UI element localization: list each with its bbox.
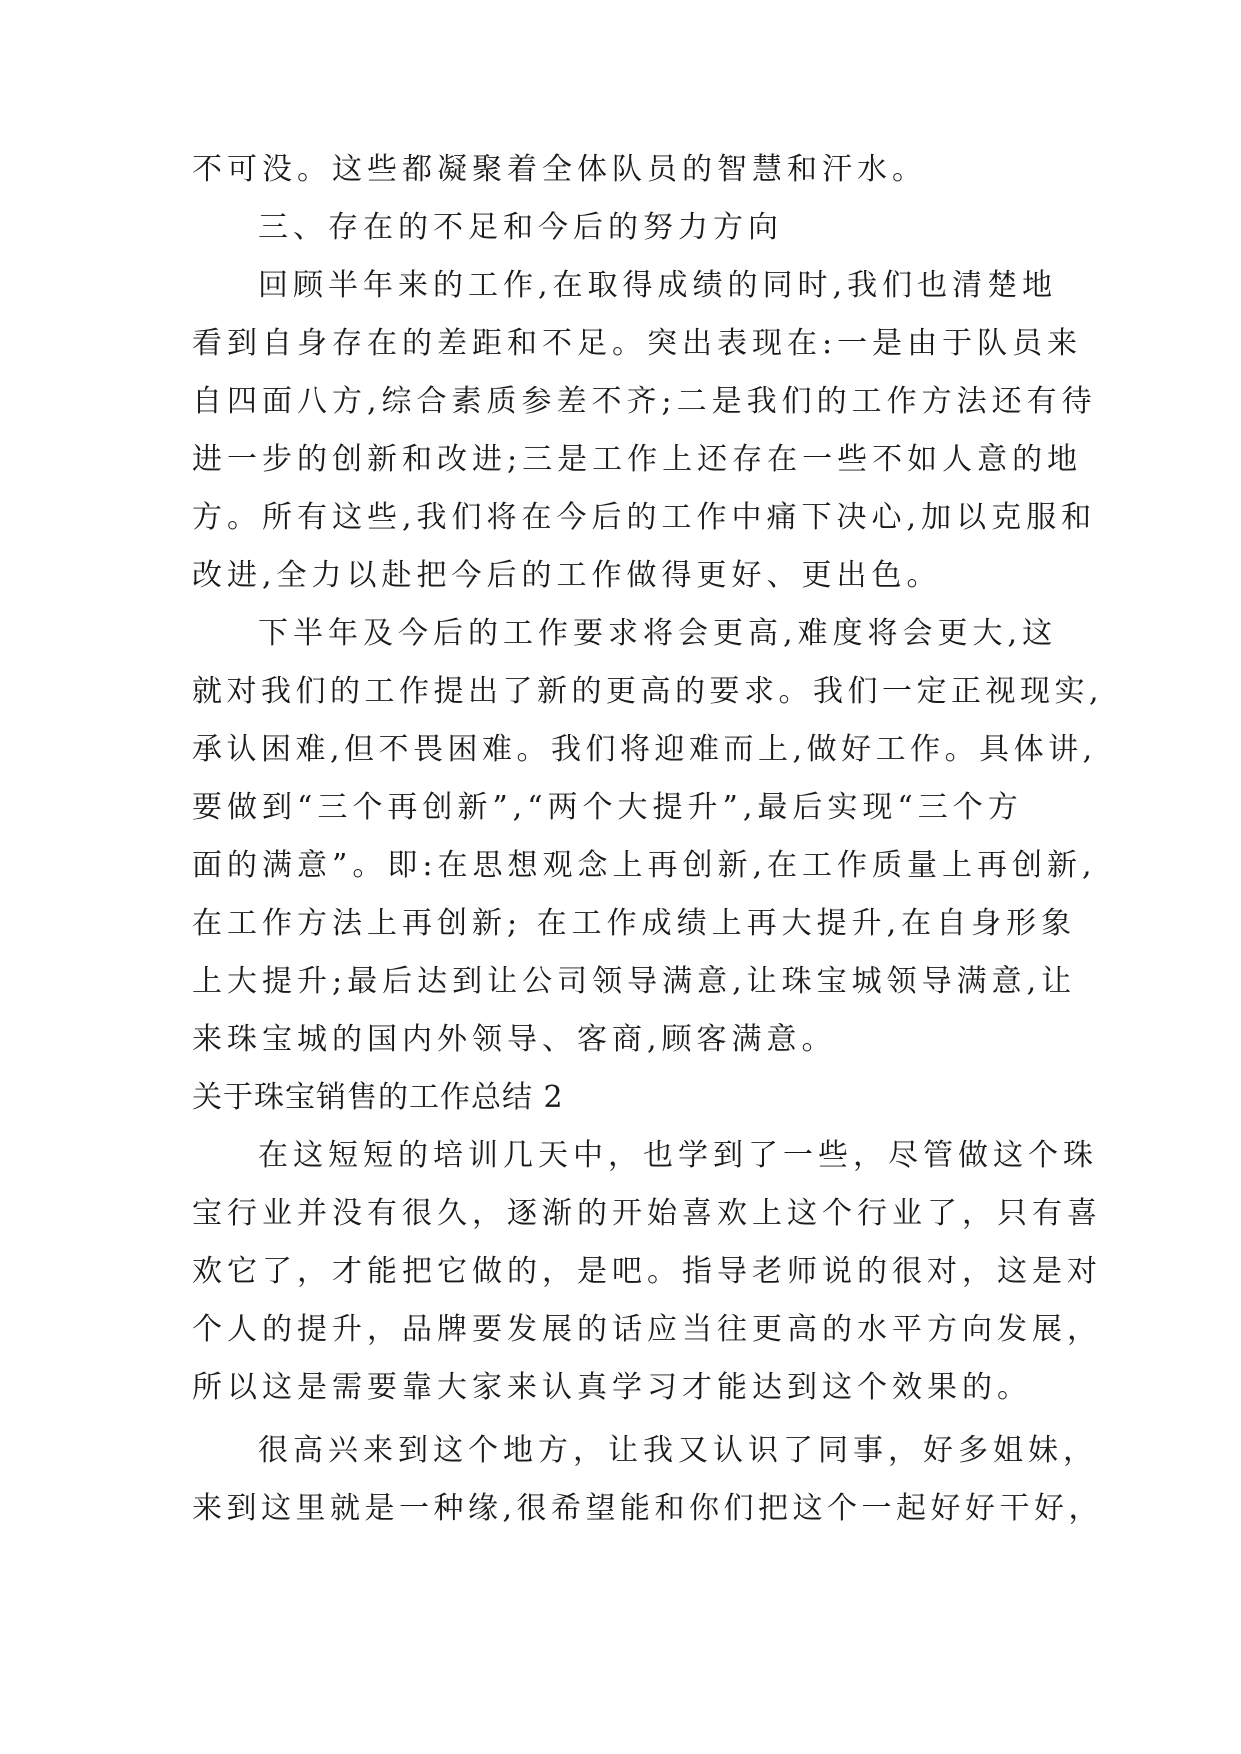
text-line: 来珠宝城的国内外领导、客商,顾客满意。 [192,1022,837,1057]
text-line: 上大提升;最后达到让公司领导满意,让珠宝城领导满意,让 [192,964,1077,999]
text-line: 看到自身存在的差距和不足。突出表现在:一是由于队员来 [192,326,1083,361]
text-line: 欢它了，才能把它做的，是吧。指导老师说的很对，这是对 [192,1254,1102,1289]
text-line: 个人的提升，品牌要发展的话应当往更高的水平方向发展， [192,1312,1102,1347]
text-line: 就对我们的工作提出了新的更高的要求。我们一定正视现实, [192,674,1104,709]
text-line: 很高兴来到这个地方，让我又认识了同事，好多姐妹， [258,1433,1098,1468]
text-line: 下半年及今后的工作要求将会更高,难度将会更大,这 [258,616,1058,651]
text-line: 宝行业并没有很久，逐渐的开始喜欢上这个行业了，只有喜 [192,1196,1102,1231]
text-line: 在这短短的培训几天中，也学到了一些，尽管做这个珠 [258,1138,1098,1173]
text-line: 来到这里就是一种缘,很希望能和你们把这个一起好好干好， [192,1491,1104,1526]
text-line: 自四面八方,综合素质参差不齐;二是我们的工作方法还有待 [192,384,1097,419]
text-line: 在工作方法上再创新; 在工作成绩上再大提升,在自身形象 [192,906,1077,941]
text-line: 方。所有这些,我们将在今后的工作中痛下决心,加以克服和 [192,500,1097,535]
text-line: 要做到“三个再创新”,“两个大提升”,最后实现“三个方 [192,790,1023,825]
text-line: 承认困难,但不畏困难。我们将迎难而上,做好工作。具体讲, [192,732,1097,767]
text-line: 不可没。这些都凝聚着全体队员的智慧和汗水。 [192,152,927,187]
text-line: 面的满意”。即:在思想观念上再创新,在工作质量上再创新, [192,848,1097,883]
text-line: 所以这是需要靠大家来认真学习才能达到这个效果的。 [192,1370,1032,1405]
article-title: 关于珠宝销售的工作总结 2 [192,1080,564,1115]
text-line: 进一步的创新和改进;三是工作上还存在一些不如人意的地 [192,442,1083,477]
text-line: 改进,全力以赴把今后的工作做得更好、更出色。 [192,558,942,593]
text-line: 回顾半年来的工作,在取得成绩的同时,我们也清楚地 [258,268,1058,303]
section-heading: 三、存在的不足和今后的努力方向 [258,210,783,245]
